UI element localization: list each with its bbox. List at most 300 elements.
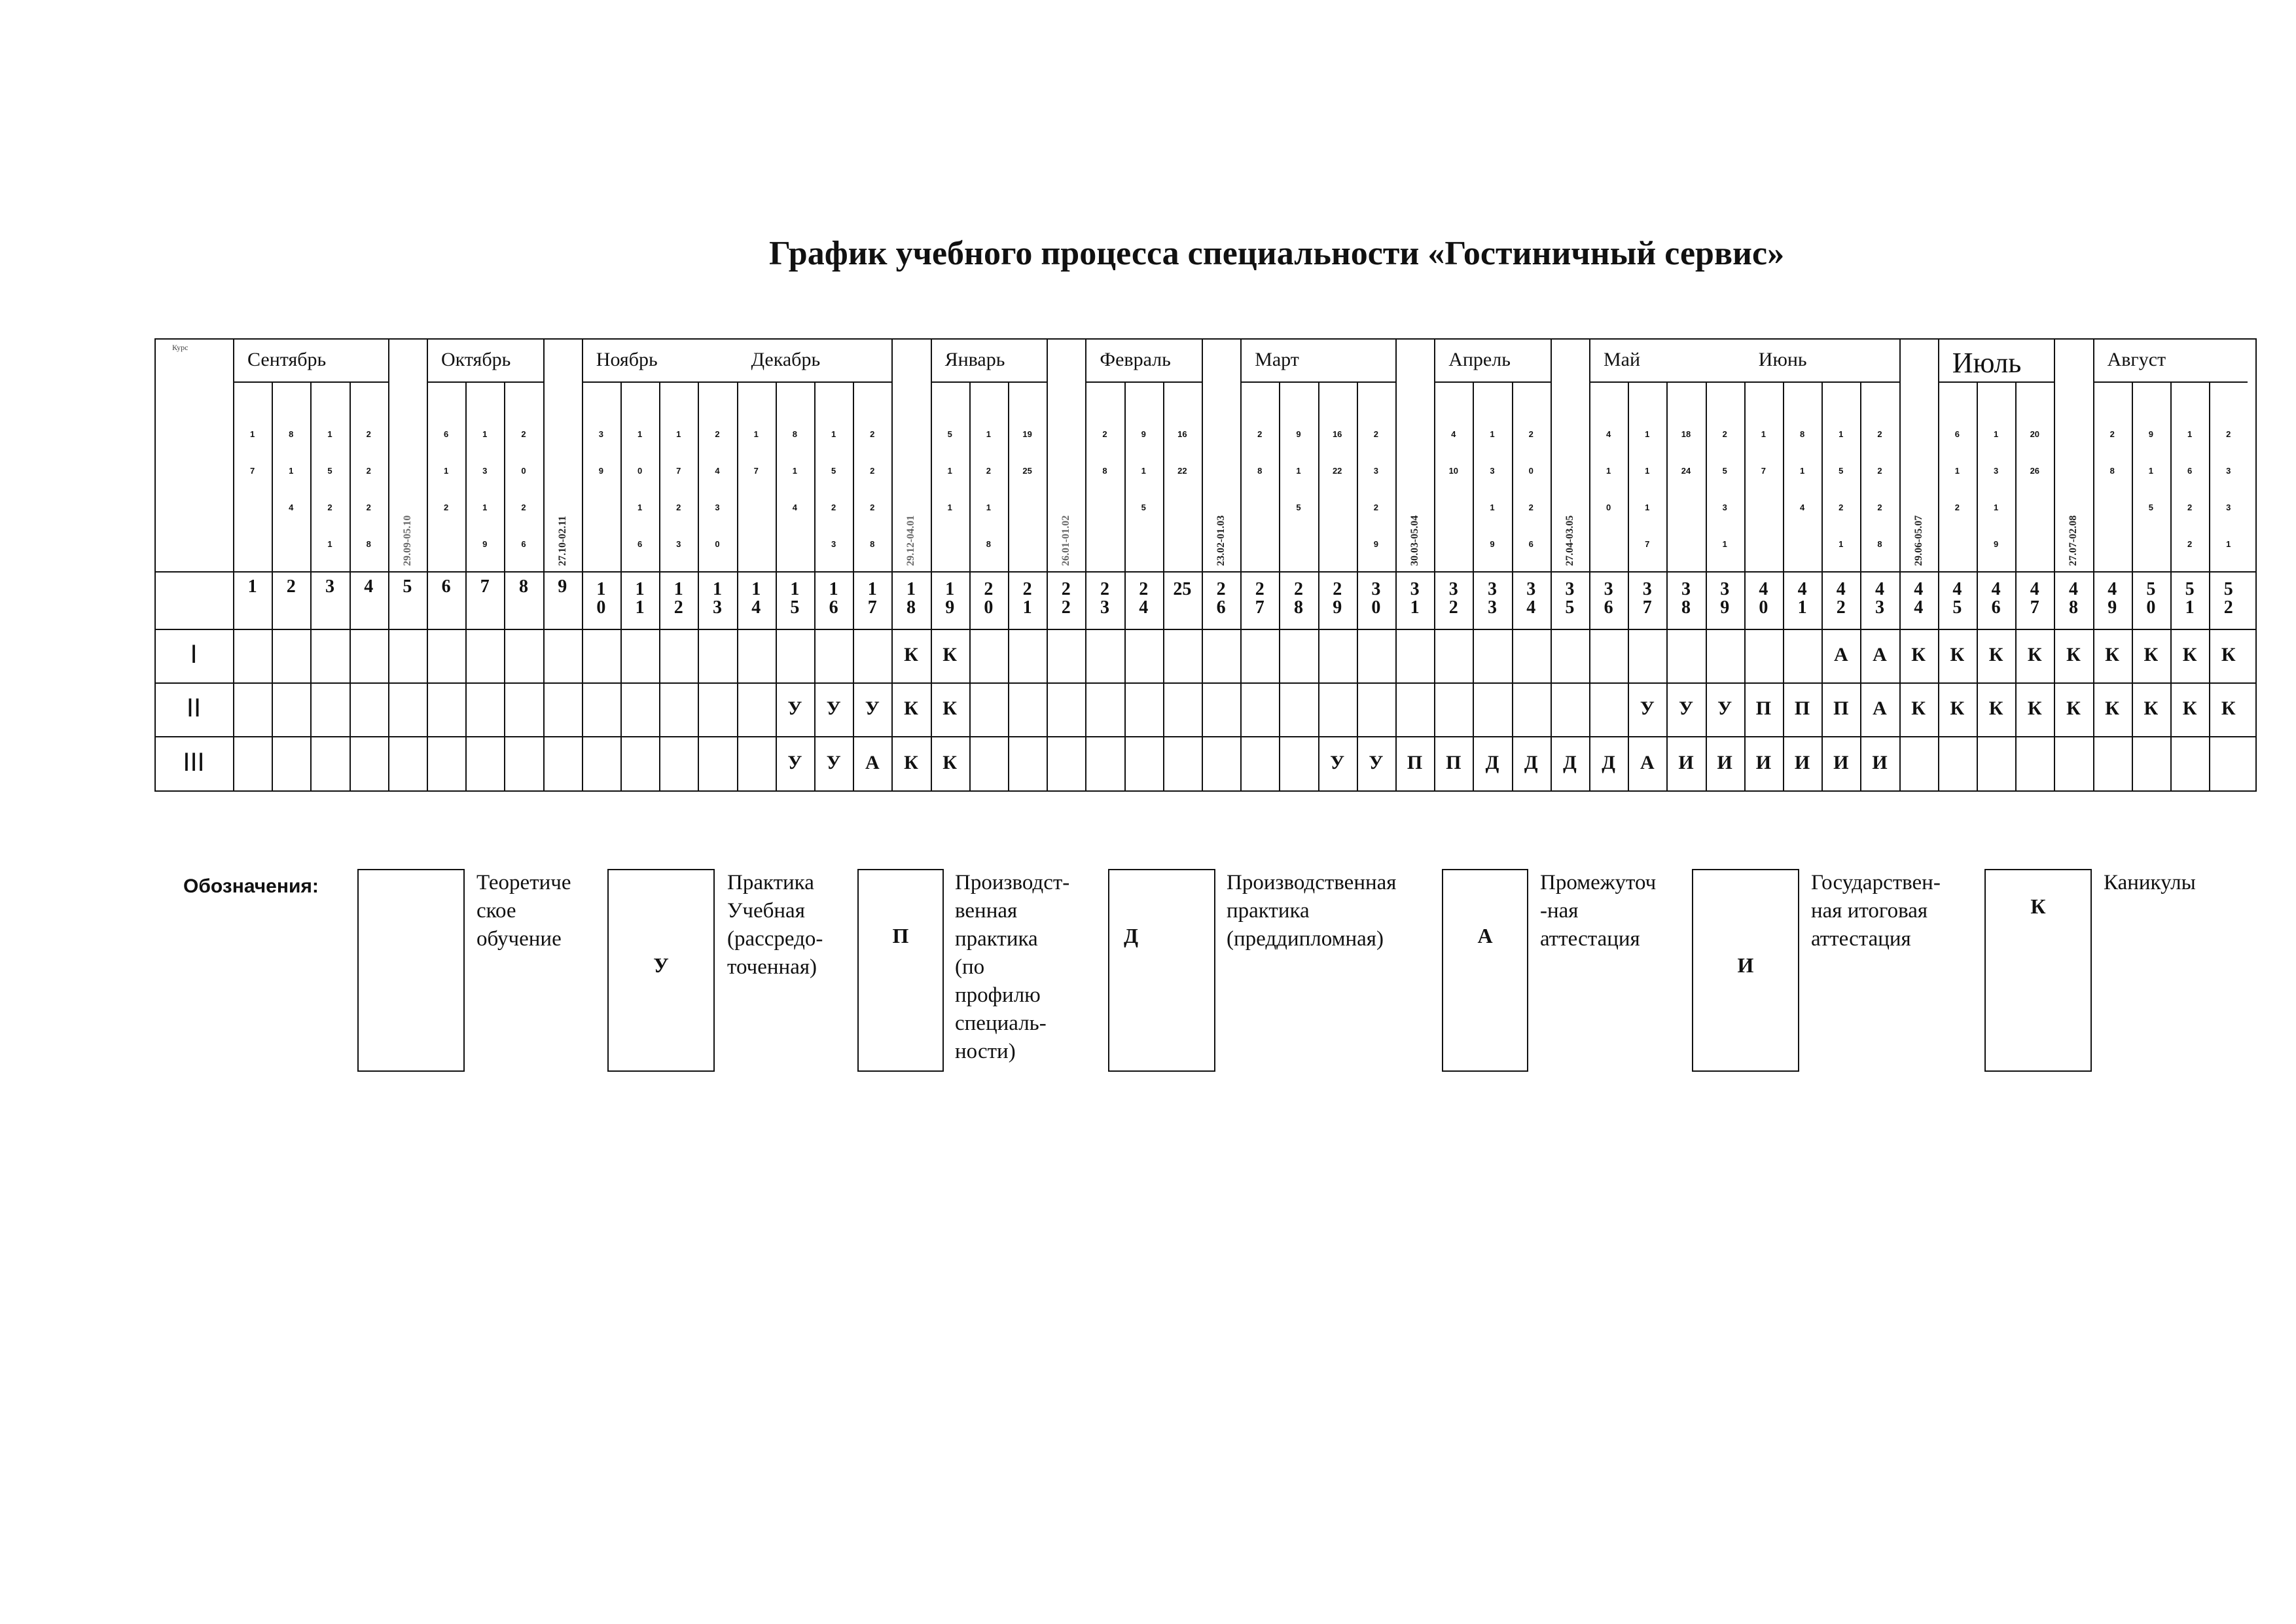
- week-date: 1: [2187, 429, 2193, 439]
- month-header-12: Август: [2107, 349, 2166, 370]
- schedule-cell: К: [904, 697, 918, 719]
- week-date: 1: [1645, 466, 1650, 476]
- schedule-cell: Д: [1524, 751, 1538, 773]
- week-date: 4: [1799, 503, 1805, 512]
- schedule-cell: П: [1446, 751, 1462, 773]
- week-date: 1: [1490, 429, 1495, 439]
- week-number: 2 4: [1139, 579, 1149, 618]
- schedule-cell: П: [1755, 697, 1772, 719]
- grid-line: [427, 340, 428, 790]
- grid-line: [931, 340, 932, 790]
- week-number: 5 0: [2146, 579, 2156, 618]
- week-date: 7: [249, 466, 255, 476]
- week-number: 1 1: [635, 579, 645, 618]
- week-date: 1: [986, 503, 991, 512]
- course-label: III: [183, 747, 205, 777]
- week-date: 4: [1605, 429, 1611, 439]
- month-header-6: Февраль: [1100, 349, 1171, 370]
- week-date: 3: [1993, 466, 1999, 476]
- week-number: 3 8: [1681, 579, 1691, 618]
- week-date: 2: [1722, 429, 1727, 439]
- week-date: 9: [1296, 429, 1301, 439]
- week-number: 2 0: [984, 579, 994, 618]
- week-number: 3 4: [1526, 579, 1536, 618]
- week-date: 1: [1839, 429, 1844, 439]
- week-date: 2: [1373, 503, 1378, 512]
- week-number: 4 3: [1874, 579, 1884, 618]
- legend-description: Теоретиче ское обучение: [476, 871, 571, 951]
- week-date: 8: [1877, 539, 1882, 549]
- week-number: 4 0: [1759, 579, 1768, 618]
- schedule-cell: К: [2105, 697, 2120, 719]
- week-date: 1: [831, 429, 836, 439]
- legend-symbol: И: [1737, 953, 1754, 977]
- legend-symbol: А: [1477, 924, 1493, 947]
- schedule-cell: И: [1755, 751, 1772, 773]
- break-week-range: 30.03-05.04: [1409, 515, 1420, 566]
- legend-symbol-box: [1108, 869, 1215, 1072]
- week-date: 2: [521, 429, 526, 439]
- week-date: 1: [1799, 466, 1805, 476]
- week-date: 7: [753, 466, 759, 476]
- schedule-cell: У: [865, 697, 880, 719]
- week-number: 1 7: [867, 579, 877, 618]
- week-number: 5 2: [2223, 579, 2233, 618]
- schedule-cell: У: [787, 697, 802, 719]
- week-date: 1: [482, 503, 488, 512]
- week-date: 10: [1448, 466, 1459, 476]
- week-date: 0: [1528, 466, 1534, 476]
- grid-line: [1085, 340, 1086, 790]
- week-date: 2: [1877, 466, 1882, 476]
- week-date: 3: [715, 503, 720, 512]
- grid-line: [582, 340, 583, 790]
- course-label: II: [186, 694, 202, 722]
- week-number: 3 2: [1448, 579, 1458, 618]
- week-date: 8: [1257, 466, 1263, 476]
- week-date: 7: [1761, 466, 1766, 476]
- week-date: 1: [1645, 429, 1650, 439]
- month-header-2: Октябрь: [441, 349, 511, 370]
- schedule-cell: К: [2027, 644, 2042, 665]
- week-date: 2: [1877, 503, 1882, 512]
- week-date: 2: [366, 466, 371, 476]
- week-number: 2 8: [1293, 579, 1303, 618]
- week-date: 6: [2187, 466, 2193, 476]
- week-number: 2 7: [1255, 579, 1265, 618]
- schedule-cell: И: [1678, 751, 1694, 773]
- week-date: 8: [792, 429, 797, 439]
- week-number: 4 4: [1914, 579, 1924, 618]
- schedule-cell: К: [2066, 644, 2081, 665]
- schedule-cell: И: [1872, 751, 1888, 773]
- week-date: 1: [327, 539, 332, 549]
- week-date: 1: [289, 466, 294, 476]
- grid-line: [1047, 340, 1048, 790]
- schedule-cell: К: [2027, 697, 2042, 719]
- schedule-cell: Д: [1602, 751, 1615, 773]
- week-number: 3: [325, 576, 334, 597]
- schedule-cell: К: [904, 644, 918, 665]
- schedule-cell: К: [1988, 644, 2003, 665]
- schedule-cell: У: [1717, 697, 1732, 719]
- schedule-cell: К: [2182, 697, 2197, 719]
- week-number: 3 1: [1410, 579, 1420, 618]
- week-date: 2: [521, 503, 526, 512]
- grid-line: [931, 381, 1047, 383]
- week-number: 1 8: [906, 579, 916, 618]
- legend-symbol-box: [1692, 869, 1799, 1072]
- legend-description: Практика Учебная (рассредо- точенная): [727, 871, 823, 979]
- week-date: 2: [2187, 539, 2193, 549]
- week-number: 1: [247, 576, 257, 597]
- week-date: 8: [1799, 429, 1805, 439]
- week-date: 2: [1839, 503, 1844, 512]
- week-number: 4: [364, 576, 374, 597]
- schedule-cell: К: [2221, 644, 2236, 665]
- week-date: 8: [870, 539, 875, 549]
- week-date: 8: [2109, 466, 2115, 476]
- legend-symbol-box: [1442, 869, 1528, 1072]
- schedule-cell: К: [1911, 644, 1926, 665]
- week-number: 3 0: [1371, 579, 1381, 618]
- schedule-cell: И: [1833, 751, 1849, 773]
- schedule-cell: У: [1640, 697, 1655, 719]
- schedule-table: [154, 338, 2257, 792]
- week-date: 9: [1141, 429, 1146, 439]
- week-date: 2: [986, 466, 991, 476]
- week-date: 2: [1257, 429, 1263, 439]
- week-date: 8: [1102, 466, 1107, 476]
- week-date: 2: [870, 466, 875, 476]
- grid-line: [156, 571, 2255, 573]
- legend-symbol-box: [857, 869, 944, 1072]
- week-number: 3 5: [1565, 579, 1575, 618]
- week-date: 4: [792, 503, 797, 512]
- week-number: 4 9: [2108, 579, 2117, 618]
- week-date: 2: [1528, 503, 1534, 512]
- week-number: 2 1: [1022, 579, 1032, 618]
- week-date: 1: [1296, 466, 1301, 476]
- schedule-cell: А: [1640, 751, 1655, 773]
- schedule-cell: К: [1911, 697, 1926, 719]
- grid-line: [427, 381, 543, 383]
- grid-line: [1202, 340, 1203, 790]
- grid-line: [1434, 381, 1551, 383]
- month-header-4: Декабрь: [751, 349, 821, 370]
- week-date: 0: [637, 466, 643, 476]
- week-date: 2: [1102, 429, 1107, 439]
- schedule-cell: У: [1678, 697, 1693, 719]
- grid-line: [1240, 340, 1242, 790]
- week-date: 1: [1993, 503, 1999, 512]
- schedule-cell: У: [826, 697, 841, 719]
- week-date: 1: [637, 503, 643, 512]
- schedule-cell: К: [942, 697, 958, 719]
- course-label: I: [190, 640, 198, 669]
- week-date: 1: [443, 466, 449, 476]
- schedule-cell: И: [1794, 751, 1810, 773]
- week-date: 1: [327, 429, 332, 439]
- week-date: 3: [2226, 466, 2231, 476]
- week-date: 2: [831, 503, 836, 512]
- week-date: 1: [1954, 466, 1960, 476]
- schedule-cell: П: [1833, 697, 1849, 719]
- schedule-cell: К: [1988, 697, 2003, 719]
- week-number: 4 6: [1991, 579, 2001, 618]
- schedule-cell: К: [904, 751, 918, 773]
- week-number: 2 6: [1216, 579, 1226, 618]
- grid-line: [1938, 381, 2054, 383]
- week-date: 1: [249, 429, 255, 439]
- week-date: 1: [1645, 503, 1650, 512]
- week-date: 7: [676, 466, 681, 476]
- schedule-cell: К: [2105, 644, 2120, 665]
- week-date: 6: [521, 539, 526, 549]
- month-header-9: Май: [1604, 349, 1641, 370]
- week-date: 18: [1681, 429, 1691, 439]
- month-header-7: Март: [1255, 349, 1299, 370]
- week-date: 1: [2148, 466, 2153, 476]
- week-date: 2: [870, 503, 875, 512]
- schedule-cell: А: [865, 751, 880, 773]
- week-date: 3: [1490, 466, 1495, 476]
- grid-line: [1085, 381, 1202, 383]
- week-date: 1: [986, 429, 991, 439]
- page-title: График учебного процесса специальности «Гостиничный сервис»: [769, 235, 1785, 272]
- week-date: 2: [715, 429, 720, 439]
- week-number: 3 6: [1604, 579, 1613, 618]
- month-header-11: Июль: [1952, 347, 2022, 379]
- week-date: 20: [2030, 429, 2040, 439]
- week-date: 3: [2226, 503, 2231, 512]
- month-header-10: Июнь: [1758, 349, 1807, 370]
- week-date: 6: [443, 429, 449, 439]
- week-date: 16: [1332, 429, 1342, 439]
- legend-description: Государствен- ная итоговая аттестация: [1811, 871, 1941, 951]
- schedule-cell: А: [1873, 644, 1887, 665]
- week-date: 3: [1722, 503, 1727, 512]
- week-date: 1: [947, 466, 952, 476]
- grid-line: [156, 629, 2255, 630]
- grid-line: [1395, 340, 1397, 790]
- week-date: 7: [1645, 539, 1650, 549]
- week-date: 9: [482, 539, 488, 549]
- week-date: 1: [1993, 429, 1999, 439]
- week-number: 4 2: [1836, 579, 1846, 618]
- week-date: 1: [753, 429, 759, 439]
- schedule-cell: Д: [1563, 751, 1577, 773]
- week-number: 3 7: [1642, 579, 1652, 618]
- week-date: 1: [1490, 503, 1495, 512]
- schedule-cell: А: [1873, 697, 1887, 719]
- week-date: 3: [482, 466, 488, 476]
- week-date: 9: [1373, 539, 1378, 549]
- week-date: 6: [1528, 539, 1534, 549]
- week-date: 8: [366, 539, 371, 549]
- week-date: 1: [1761, 429, 1766, 439]
- week-date: 1: [792, 466, 797, 476]
- schedule-cell: К: [942, 644, 958, 665]
- month-header-8: Апрель: [1448, 349, 1511, 370]
- week-number: 8: [518, 576, 528, 597]
- week-number: 4 8: [2068, 579, 2078, 618]
- legend-symbol: К: [2030, 894, 2046, 918]
- week-number: 1 6: [829, 579, 838, 618]
- week-date: 1: [1722, 539, 1727, 549]
- week-number: 1 0: [596, 579, 606, 618]
- grid-line: [156, 736, 2255, 737]
- week-date: 2: [443, 503, 449, 512]
- week-number: 1 3: [712, 579, 722, 618]
- week-date: 1: [1141, 466, 1146, 476]
- week-date: 2: [2226, 429, 2231, 439]
- week-date: 2: [676, 503, 681, 512]
- schedule-cell: У: [826, 751, 841, 773]
- week-date: 5: [1296, 503, 1301, 512]
- legend-description: Производст- венная практика (по профилю специаль- ности): [955, 871, 1070, 1063]
- week-date: 2: [2187, 503, 2193, 512]
- week-date: 0: [715, 539, 720, 549]
- week-number: 6: [441, 576, 451, 597]
- week-date: 22: [1177, 466, 1187, 476]
- week-date: 2: [366, 503, 371, 512]
- week-date: 5: [1141, 503, 1146, 512]
- week-date: 19: [1022, 429, 1032, 439]
- month-header-1: Сентябрь: [247, 349, 327, 370]
- schedule-cell: Д: [1485, 751, 1499, 773]
- week-date: 24: [1681, 466, 1691, 476]
- schedule-cell: И: [1717, 751, 1732, 773]
- grid-line: [388, 340, 389, 790]
- week-number: 1 4: [751, 579, 761, 618]
- grid-line: [1434, 340, 1435, 790]
- schedule-cell: К: [2221, 697, 2236, 719]
- week-date: 2: [2109, 429, 2115, 439]
- week-date: 2: [1373, 429, 1378, 439]
- week-date: 9: [1993, 539, 1999, 549]
- week-date: 6: [1954, 429, 1960, 439]
- grid-line: [156, 682, 2255, 684]
- grid-line: [1589, 340, 1590, 790]
- week-date: 5: [1839, 466, 1844, 476]
- week-date: 9: [598, 466, 603, 476]
- week-date: 2: [1528, 429, 1534, 439]
- week-date: 1: [1839, 539, 1844, 549]
- week-date: 1: [947, 503, 952, 512]
- week-date: 3: [676, 539, 681, 549]
- month-header-3: Ноябрь: [596, 349, 658, 370]
- break-week-range: 29.12-04.01: [905, 515, 917, 566]
- week-date: 8: [289, 429, 294, 439]
- schedule-cell: К: [1950, 644, 1965, 665]
- legend-symbol: У: [653, 953, 669, 977]
- break-week-range: 27.07-02.08: [2068, 515, 2079, 566]
- legend-description: Производственная практика (преддипломная): [1227, 871, 1397, 951]
- legend-symbol-box: [607, 869, 715, 1072]
- legend-description: Промежуточ -ная аттестация: [1540, 871, 1657, 951]
- week-date: 22: [1332, 466, 1342, 476]
- week-date: 26: [2030, 466, 2040, 476]
- week-date: 1: [2226, 539, 2231, 549]
- week-number: 1 2: [673, 579, 683, 618]
- legend-symbol-box: [357, 869, 465, 1072]
- week-date: 1: [482, 429, 488, 439]
- schedule-cell: У: [1330, 751, 1345, 773]
- month-header-5: Январь: [944, 349, 1005, 370]
- week-number: 25: [1173, 579, 1192, 599]
- legend-label: Обозначения:: [183, 875, 319, 897]
- grid-line: [543, 340, 545, 790]
- week-date: 1: [676, 429, 681, 439]
- break-week-range: 23.02-01.03: [1215, 515, 1227, 566]
- week-date: 25: [1022, 466, 1032, 476]
- week-date: 6: [637, 539, 643, 549]
- break-week-range: 27.10-02.11: [556, 516, 568, 566]
- legend-symbol: П: [892, 924, 909, 947]
- week-date: 0: [521, 466, 526, 476]
- week-date: 2: [1877, 429, 1882, 439]
- week-date: 8: [986, 539, 991, 549]
- schedule-cell: У: [787, 751, 802, 773]
- break-week-range: 29.06-05.07: [1912, 515, 1924, 566]
- week-date: 2: [327, 503, 332, 512]
- week-date: 5: [327, 466, 332, 476]
- week-number: 1 9: [945, 579, 955, 618]
- schedule-cell: К: [2182, 644, 2197, 665]
- week-number: 9: [558, 576, 567, 597]
- week-number: 1 5: [790, 579, 800, 618]
- week-date: 0: [1605, 503, 1611, 512]
- week-date: 9: [2148, 429, 2153, 439]
- week-date: 5: [947, 429, 952, 439]
- week-number: 3 3: [1487, 579, 1497, 618]
- week-date: 4: [715, 466, 720, 476]
- week-number: 2: [286, 576, 296, 597]
- week-date: 5: [2148, 503, 2153, 512]
- week-number: 4 5: [1952, 579, 1962, 618]
- legend-symbol-box: [1984, 869, 2092, 1072]
- grid-line: [1551, 340, 1552, 790]
- grid-line: [2054, 340, 2055, 790]
- week-number: 4 7: [2030, 579, 2039, 618]
- break-week-range: 26.01-01.02: [1060, 515, 1072, 566]
- week-date: 4: [1451, 429, 1456, 439]
- week-date: 3: [1373, 466, 1378, 476]
- schedule-cell: К: [942, 751, 958, 773]
- week-date: 3: [831, 539, 836, 549]
- week-date: 2: [366, 429, 371, 439]
- grid-line: [233, 340, 234, 790]
- legend-symbol: Д: [1124, 924, 1139, 947]
- course-column-header: Курс: [172, 343, 188, 352]
- break-week-range: 29.09-05.10: [401, 515, 413, 566]
- schedule-cell: П: [1407, 751, 1423, 773]
- week-date: 2: [870, 429, 875, 439]
- grid-line: [1938, 340, 1939, 790]
- week-date: 9: [1490, 539, 1495, 549]
- week-number: 2 3: [1100, 579, 1109, 618]
- schedule-cell: А: [1833, 644, 1848, 665]
- legend-description: Каникулы: [2104, 871, 2196, 894]
- schedule-cell: П: [1794, 697, 1810, 719]
- week-number: 7: [480, 576, 490, 597]
- schedule-cell: К: [2144, 644, 2159, 665]
- week-date: 1: [1605, 466, 1611, 476]
- week-number: 3 9: [1720, 579, 1730, 618]
- week-date: 5: [831, 466, 836, 476]
- grid-line: [2093, 340, 2094, 790]
